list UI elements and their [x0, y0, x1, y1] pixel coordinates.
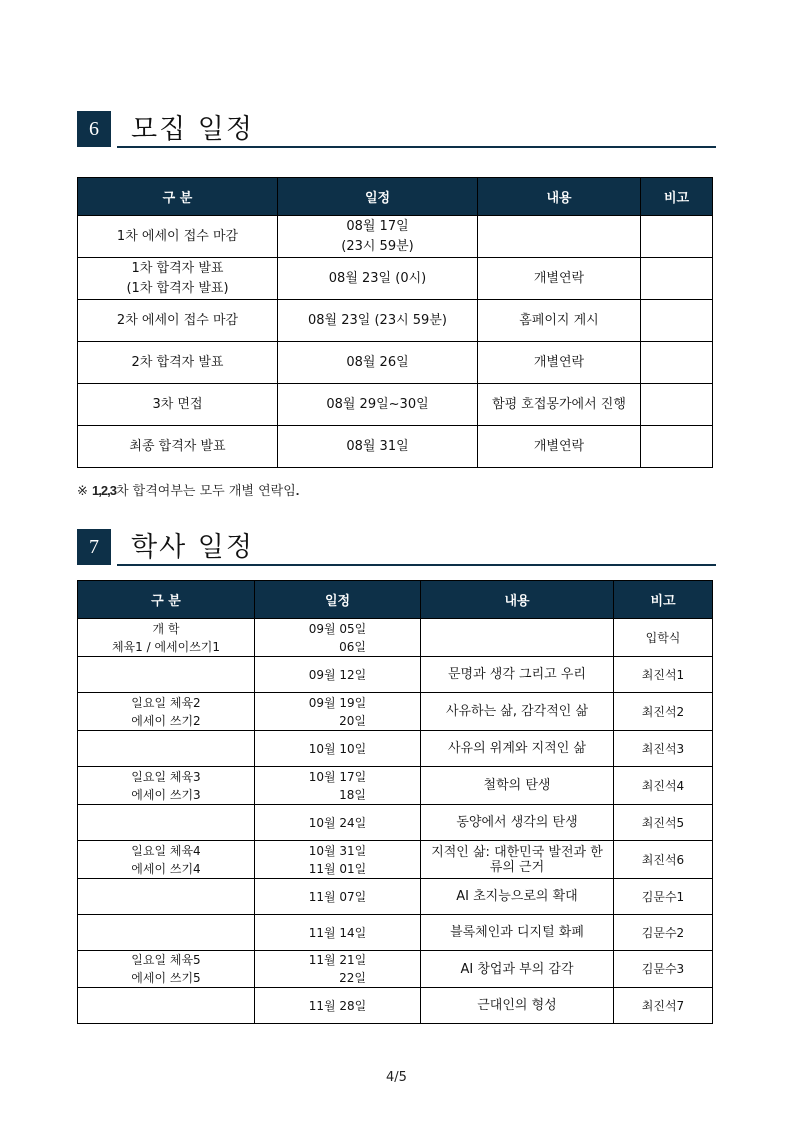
- section-7-rule: [117, 564, 716, 566]
- cell-line: 11월 07일: [308, 889, 367, 904]
- cell-date: [255, 731, 421, 767]
- cell-category: [78, 767, 255, 805]
- cell-date: [255, 767, 421, 805]
- cell-line: 개 학: [152, 621, 180, 636]
- cell-note: 최진석3: [614, 731, 713, 767]
- cell-line: 에세이 쓰기2: [131, 713, 201, 728]
- cell-line: 11월 21일: [308, 953, 367, 967]
- cell-note: 김문수3: [614, 951, 713, 988]
- table-row: [78, 384, 713, 426]
- cell-note: [641, 342, 713, 384]
- cell-category: [78, 426, 278, 468]
- cell-content: 사유하는 삶, 감각적인 삶: [421, 693, 614, 731]
- cell-line: (1차 합격자 발표): [126, 280, 229, 296]
- cell-date: [278, 300, 478, 342]
- cell-category: [78, 731, 255, 767]
- cell-line: 09월 12일: [308, 667, 367, 682]
- cell-line: 3차 면접: [152, 396, 203, 412]
- header-date: 일정: [255, 581, 421, 619]
- cell-line: 일요일 체육4: [131, 843, 201, 858]
- cell-line: 08월 17일: [346, 218, 409, 234]
- cell-line: 10월 10일: [308, 741, 367, 756]
- cell-category: [78, 915, 255, 951]
- footnote-mark: ※: [77, 484, 88, 499]
- cell-note: 최진석6: [614, 841, 713, 879]
- cell-category: [78, 951, 255, 988]
- cell-date: [255, 693, 421, 731]
- cell-line: 08월 23일 (23시 59분): [308, 312, 447, 328]
- cell-line: 에세이 쓰기3: [131, 787, 201, 802]
- cell-line: 체육1 / 에세이쓰기1: [111, 639, 221, 654]
- cell-line: 08월 29일~30일: [326, 396, 429, 412]
- header-content: 내용: [421, 581, 614, 619]
- cell-category: [78, 384, 278, 426]
- section-6-rule: [117, 146, 716, 148]
- cell-line: (23시 59분): [341, 238, 414, 254]
- cell-line: 최종 합격자 발표: [129, 438, 226, 454]
- cell-note: [641, 216, 713, 258]
- cell-content: 개별연락: [478, 426, 641, 468]
- section-6-number: 6: [77, 111, 111, 147]
- header-date: 일정: [278, 178, 478, 216]
- cell-content: 사유의 위계와 지적인 삶: [421, 731, 614, 767]
- cell-line: 08월 31일: [346, 438, 409, 454]
- table-row: [78, 216, 713, 258]
- cell-date: [255, 988, 421, 1024]
- header-note: 비고: [614, 581, 713, 619]
- table-row: [78, 300, 713, 342]
- cell-category: [78, 657, 255, 693]
- cell-date: [255, 879, 421, 915]
- cell-content: 블록체인과 디지털 화폐: [421, 915, 614, 951]
- cell-note: 최진석4: [614, 767, 713, 805]
- cell-date: [278, 258, 478, 300]
- table-row: [78, 258, 713, 300]
- cell-content: AI 창업과 부의 감각: [421, 951, 614, 988]
- cell-line: 에세이 쓰기4: [131, 861, 201, 876]
- cell-category: [78, 619, 255, 657]
- cell-category: [78, 841, 255, 879]
- table-row: [78, 342, 713, 384]
- cell-line: 09월 05일: [308, 621, 367, 636]
- cell-category: [78, 879, 255, 915]
- cell-line: 10월 24일: [308, 815, 367, 830]
- cell-category: [78, 988, 255, 1024]
- cell-line: 10월 31일: [308, 843, 367, 858]
- cell-line: 일요일 체육2: [131, 695, 201, 710]
- footnote: [77, 480, 298, 499]
- cell-content: 개별연락: [478, 258, 641, 300]
- cell-line: 22일: [339, 971, 366, 985]
- table-row: [78, 767, 713, 805]
- cell-line: 08월 26일: [346, 354, 409, 370]
- table-row: [78, 841, 713, 879]
- cell-date: [255, 951, 421, 988]
- table-header-row: [78, 581, 713, 619]
- section-7-number: 7: [77, 529, 111, 565]
- cell-content: 동양에서 생각의 탄생: [421, 805, 614, 841]
- cell-content: [478, 216, 641, 258]
- cell-content: AI 초지능으로의 확대: [421, 879, 614, 915]
- cell-date: [278, 216, 478, 258]
- cell-line: 에세이 쓰기5: [131, 971, 201, 985]
- cell-line: 일요일 체육3: [131, 769, 201, 784]
- cell-note: 최진석1: [614, 657, 713, 693]
- cell-content: 함평 호접몽가에서 진행: [478, 384, 641, 426]
- cell-line: 2차 에세이 접수 마감: [116, 312, 239, 328]
- header-category: 구 분: [78, 178, 278, 216]
- cell-line: 11월 14일: [308, 925, 367, 940]
- cell-note: [641, 384, 713, 426]
- cell-date: [255, 619, 421, 657]
- cell-line: 1차 에세이 접수 마감: [116, 228, 239, 244]
- cell-note: 최진석7: [614, 988, 713, 1024]
- cell-line: 11월 28일: [308, 998, 367, 1013]
- table-row: [78, 988, 713, 1024]
- cell-date: [278, 342, 478, 384]
- cell-category: [78, 300, 278, 342]
- table-row: [78, 657, 713, 693]
- table-row: [78, 805, 713, 841]
- table-row: [78, 426, 713, 468]
- header-content: 내용: [478, 178, 641, 216]
- cell-content: 철학의 탄생: [421, 767, 614, 805]
- table-row: [78, 731, 713, 767]
- academic-schedule-table: [77, 580, 713, 1024]
- cell-date: [278, 384, 478, 426]
- footnote-period: .: [295, 483, 299, 498]
- cell-content: 홈페이지 게시: [478, 300, 641, 342]
- cell-line: 1차 합격자 발표: [131, 260, 224, 276]
- cell-line: 06일: [339, 639, 366, 654]
- cell-note: [641, 426, 713, 468]
- section-6-title: 모집 일정: [131, 114, 254, 145]
- cell-line: 11월 01일: [308, 861, 367, 876]
- table-row: [78, 619, 713, 657]
- cell-date: [278, 426, 478, 468]
- cell-line: 2차 합격자 발표: [131, 354, 224, 370]
- cell-category: [78, 216, 278, 258]
- table-row: [78, 951, 713, 988]
- cell-note: 최진석5: [614, 805, 713, 841]
- section-7-title: 학사 일정: [131, 532, 254, 563]
- cell-content: 지적인 삶: 대한민국 발전과 한 류의 근거: [421, 841, 614, 879]
- cell-date: [255, 841, 421, 879]
- cell-note: 최진석2: [614, 693, 713, 731]
- cell-line: 09월 19일: [308, 695, 367, 710]
- cell-line: 18일: [339, 787, 366, 802]
- cell-category: [78, 805, 255, 841]
- table-row: [78, 879, 713, 915]
- cell-note: [641, 258, 713, 300]
- table-row: [78, 915, 713, 951]
- table-row: [78, 693, 713, 731]
- cell-content: [421, 619, 614, 657]
- cell-content: 문명과 생각 그리고 우리: [421, 657, 614, 693]
- cell-content: 개별연락: [478, 342, 641, 384]
- page-number: 4/5: [386, 1070, 407, 1085]
- header-category: 구 분: [78, 581, 255, 619]
- cell-line: 20일: [339, 713, 366, 728]
- cell-line: 일요일 체육5: [131, 953, 201, 967]
- cell-line: 08월 23일 (0시): [328, 270, 427, 286]
- cell-note: 김문수2: [614, 915, 713, 951]
- footnote-text: 차 합격여부는 모두 개별 연락임: [115, 484, 296, 499]
- table-header-row: [78, 178, 713, 216]
- cell-date: [255, 805, 421, 841]
- cell-category: [78, 342, 278, 384]
- header-note: 비고: [641, 178, 713, 216]
- cell-category: [78, 258, 278, 300]
- recruitment-schedule-table: [77, 177, 713, 468]
- cell-content: 근대인의 형성: [421, 988, 614, 1024]
- cell-date: [255, 915, 421, 951]
- cell-note: 입학식: [614, 619, 713, 657]
- cell-note: [641, 300, 713, 342]
- cell-category: [78, 693, 255, 731]
- cell-date: [255, 657, 421, 693]
- footnote-rounds: 1,2,3: [92, 483, 116, 498]
- cell-note: 김문수1: [614, 879, 713, 915]
- cell-line: 10월 17일: [308, 769, 367, 784]
